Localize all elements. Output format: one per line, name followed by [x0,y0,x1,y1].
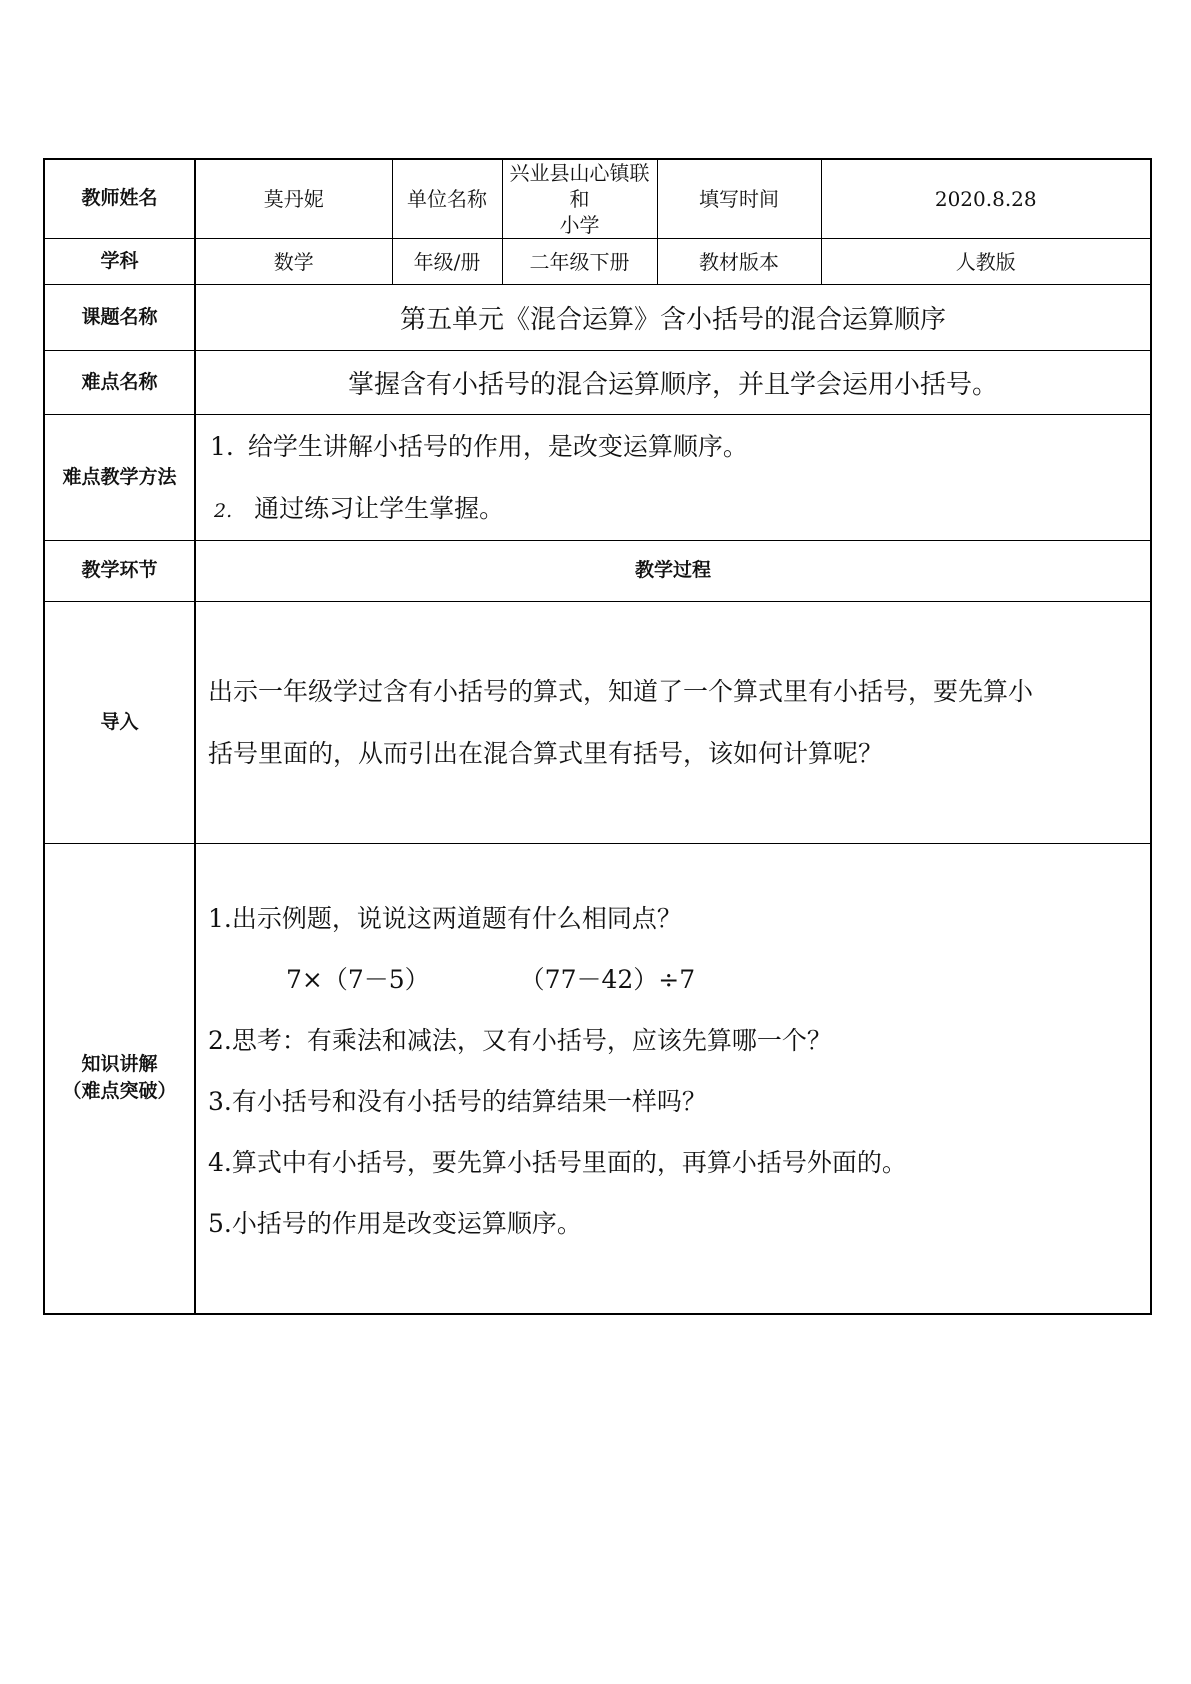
method-item-number: 1. [210,431,234,461]
knowledge-item: 5.小括号的作用是改变运算顺序。 [208,1209,582,1239]
difficulty-row [44,351,1151,415]
topic-label: 课题名称 [44,285,195,351]
fill-date-value: 2020.8.28 [821,159,1151,239]
subject-label: 学科 [44,239,195,285]
process-header-row [44,541,1151,602]
fill-date-label: 填写时间 [657,159,821,239]
method-row [44,415,1151,541]
knowledge-label [44,844,195,1314]
method-content [195,415,1151,541]
intro-content [195,602,1151,844]
knowledge-item: 2.思考：有乘法和减法，又有小括号，应该先算哪一个？ [208,1026,832,1056]
subject-value: 数学 [195,239,392,285]
knowledge-item: 3.有小括号和没有小括号的结算结果一样吗？ [208,1087,707,1117]
header-row-2 [44,239,1151,285]
example-expression-1: 7×（7－5） [286,965,430,995]
method-item-number: 2. [214,499,233,522]
example-expressions [208,949,1136,1010]
knowledge-item: 4.算式中有小括号，要先算小括号里面的，再算小括号外面的。 [208,1148,907,1178]
method-item-text: 给学生讲解小括号的作用，是改变运算顺序。 [247,431,748,461]
difficulty-value: 掌握含有小括号的混合运算顺序，并且学会运用小括号。 [195,351,1151,415]
header-row-1 [44,159,1151,239]
difficulty-label: 难点名称 [44,351,195,415]
example-expression-2: （77－42）÷7 [519,965,696,995]
intro-row [44,602,1151,844]
topic-row [44,285,1151,351]
method-item [196,416,1150,478]
method-label: 难点教学方法 [44,415,195,541]
intro-line: 括号里面的，从而引出在混合算式里有括号，该如何计算呢？ [208,738,884,768]
knowledge-list [196,854,1150,1302]
teaching-stage-label: 教学环节 [44,541,195,602]
method-item [196,478,1150,540]
knowledge-row [44,844,1151,1314]
method-item-text: 通过练习让学生掌握。 [254,493,505,523]
edition-label: 教材版本 [657,239,821,285]
knowledge-item: 1.出示例题，说说这两道题有什么相同点？ [208,904,682,934]
teacher-name-label: 教师姓名 [44,159,195,239]
knowledge-label-line-2: （难点突破） [62,1080,177,1103]
unit-name-label: 单位名称 [392,159,502,239]
teaching-process-label: 教学过程 [195,541,1151,602]
unit-name-line-2: 小学 [559,213,600,237]
unit-name-line-1: 兴业县山心镇联和 [509,161,650,211]
knowledge-label-line-1: 知识讲解 [81,1052,158,1075]
grade-label: 年级/册 [392,239,502,285]
intro-label: 导入 [44,602,195,844]
teacher-name-value: 莫丹妮 [195,159,392,239]
grade-value: 二年级下册 [502,239,657,285]
topic-value: 第五单元《混合运算》含小括号的混合运算顺序 [195,285,1151,351]
intro-line: 出示一年级学过含有小括号的算式，知道了一个算式里有小括号，要先算小 [208,676,1034,706]
unit-name-value [502,159,657,239]
edition-value: 人教版 [821,239,1151,285]
knowledge-content [195,844,1151,1314]
lesson-plan-table [43,158,1152,1315]
